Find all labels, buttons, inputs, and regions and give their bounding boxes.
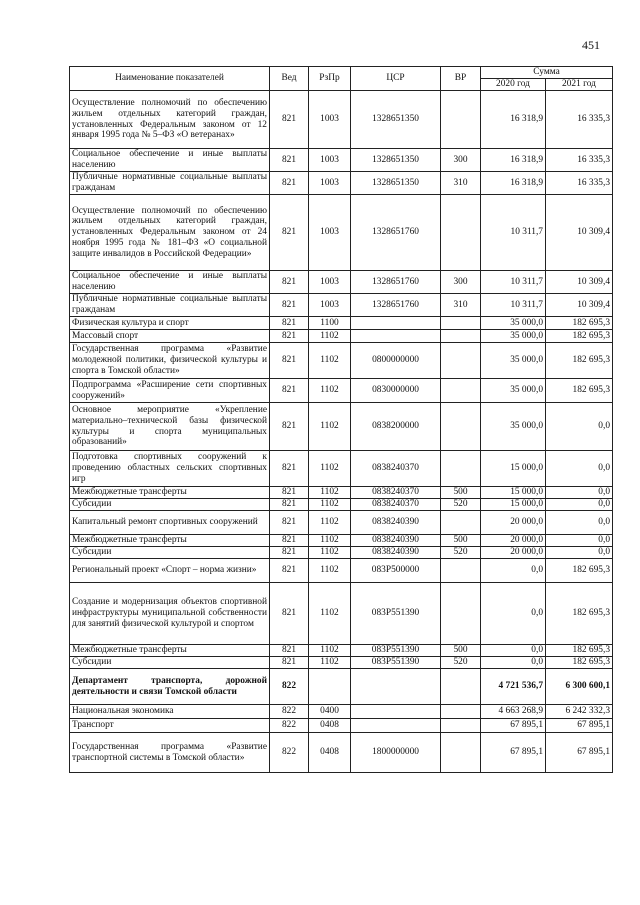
row-ved-cell: 821 [270,403,309,451]
row-ved-cell: 821 [270,149,309,172]
row-2020-cell: 35 000,0 [481,330,546,343]
row-2021-cell: 0,0 [546,499,613,511]
row-vr-cell [441,705,481,719]
row-csr-cell [351,719,441,733]
row-2020-cell: 4 721 536,7 [481,669,546,705]
budget-table [69,66,613,773]
row-ved-cell: 821 [270,547,309,559]
header-2020: 2020 год [481,79,546,91]
row-vr-cell [441,719,481,733]
row-2021-cell: 182 695,3 [546,330,613,343]
row-2021-cell: 182 695,3 [546,379,613,403]
table-row [70,403,613,451]
header-2021: 2021 год [546,79,613,91]
row-2021-cell: 0,0 [546,535,613,547]
table-row [70,91,613,149]
row-rzpr-cell: 1102 [309,403,351,451]
row-vr-cell [441,559,481,583]
row-rzpr-cell: 1100 [309,317,351,330]
row-2021-cell: 0,0 [546,547,613,559]
row-csr-cell: 0838240390 [351,547,441,559]
row-vr-cell [441,669,481,705]
row-ved-cell: 821 [270,317,309,330]
table-row [70,511,613,535]
row-rzpr-cell [309,669,351,705]
row-name-cell: Субсидии [70,547,270,559]
table-row [70,657,613,669]
table-row [70,487,613,499]
row-ved-cell: 821 [270,451,309,487]
row-rzpr-cell: 1102 [309,583,351,645]
row-rzpr-cell: 1102 [309,657,351,669]
row-vr-cell: 500 [441,487,481,499]
row-rzpr-cell: 1102 [309,645,351,657]
row-2021-cell: 6 242 332,3 [546,705,613,719]
row-csr-cell [351,317,441,330]
row-2020-cell: 15 000,0 [481,499,546,511]
page-number: 451 [582,38,600,52]
row-ved-cell: 822 [270,669,309,705]
header-vr: ВР [441,67,481,91]
row-csr-cell: 1328651350 [351,149,441,172]
row-name-cell: Социальное обеспечение и иные выплаты населению [70,271,270,294]
row-csr-cell: 0800000000 [351,343,441,379]
row-csr-cell [351,705,441,719]
row-2020-cell: 15 000,0 [481,487,546,499]
row-rzpr-cell: 1102 [309,499,351,511]
row-2020-cell: 35 000,0 [481,343,546,379]
row-csr-cell: 1328651760 [351,294,441,317]
row-rzpr-cell: 1102 [309,559,351,583]
row-2021-cell: 182 695,3 [546,583,613,645]
row-2021-cell: 0,0 [546,403,613,451]
row-name-cell: Осуществление полномочий по обеспечению жильем отдельных категорий граждан, установленных Федеральным законом от 12 января 1995 года № 5–ФЗ «О ветеранах» [70,91,270,149]
row-2021-cell: 10 309,4 [546,271,613,294]
row-rzpr-cell: 1003 [309,195,351,271]
header-ved: Вед [270,67,309,91]
row-2021-cell: 16 335,3 [546,91,613,149]
row-name-cell: Региональный проект «Спорт – норма жизни» [70,559,270,583]
row-rzpr-cell: 1003 [309,149,351,172]
row-2021-cell: 0,0 [546,511,613,535]
row-vr-cell: 310 [441,172,481,195]
row-name-cell: Физическая культура и спорт [70,317,270,330]
row-rzpr-cell: 1003 [309,271,351,294]
row-vr-cell [441,511,481,535]
row-csr-cell: 1328651350 [351,172,441,195]
row-2020-cell: 16 318,9 [481,91,546,149]
row-csr-cell: 0838240390 [351,535,441,547]
row-2020-cell: 35 000,0 [481,379,546,403]
table-row [70,379,613,403]
row-csr-cell: 0830000000 [351,379,441,403]
row-ved-cell: 821 [270,172,309,195]
row-vr-cell: 300 [441,149,481,172]
row-vr-cell [441,403,481,451]
header-rzpr: РзПр [309,67,351,91]
row-2020-cell: 67 895,1 [481,733,546,773]
row-2021-cell: 16 335,3 [546,172,613,195]
row-name-cell: Создание и модернизация объектов спортивной инфраструктуры муниципальной собственности для занятий физической культурой и спортом [70,583,270,645]
row-2020-cell: 35 000,0 [481,317,546,330]
row-rzpr-cell: 1102 [309,511,351,535]
row-name-cell: Капитальный ремонт спортивных сооружений [70,511,270,535]
row-2021-cell: 10 309,4 [546,195,613,271]
table-row [70,733,613,773]
row-2020-cell: 67 895,1 [481,719,546,733]
row-ved-cell: 821 [270,330,309,343]
header-name: Наименование показателей [70,67,270,91]
row-2021-cell: 0,0 [546,487,613,499]
row-vr-cell: 520 [441,657,481,669]
table-row [70,559,613,583]
table-row [70,583,613,645]
row-2020-cell: 0,0 [481,559,546,583]
row-2020-cell: 10 311,7 [481,195,546,271]
row-2021-cell: 182 695,3 [546,343,613,379]
row-rzpr-cell: 1003 [309,91,351,149]
table-row [70,705,613,719]
row-csr-cell [351,330,441,343]
row-vr-cell [441,379,481,403]
row-name-cell: Межбюджетные трансферты [70,645,270,657]
row-rzpr-cell: 1102 [309,330,351,343]
row-name-cell: Межбюджетные трансферты [70,535,270,547]
row-2021-cell: 6 300 600,1 [546,669,613,705]
row-2020-cell: 20 000,0 [481,547,546,559]
row-vr-cell: 500 [441,535,481,547]
row-vr-cell: 300 [441,271,481,294]
row-name-cell: Транспорт [70,719,270,733]
row-name-cell: Основное мероприятие «Укрепление материально–технической базы физической культуры и спорта муниципальных образований» [70,403,270,451]
row-2021-cell: 182 695,3 [546,317,613,330]
row-csr-cell: 083P551390 [351,645,441,657]
row-name-cell: Социальное обеспечение и иные выплаты населению [70,149,270,172]
row-csr-cell: 1328651350 [351,91,441,149]
table-row [70,330,613,343]
row-2020-cell: 10 311,7 [481,271,546,294]
table-row [70,294,613,317]
row-vr-cell: 520 [441,499,481,511]
row-ved-cell: 822 [270,719,309,733]
row-csr-cell: 083P500000 [351,559,441,583]
row-rzpr-cell: 1003 [309,172,351,195]
row-rzpr-cell: 1102 [309,487,351,499]
row-2021-cell: 182 695,3 [546,657,613,669]
row-vr-cell: 520 [441,547,481,559]
row-vr-cell [441,91,481,149]
row-name-cell: Осуществление полномочий по обеспечению жильем отдельных категорий граждан, установленных Федеральным законом от 24 ноября 1995 года № 181–ФЗ «О социальной защите инвалидов в Российской Федерации» [70,195,270,271]
row-rzpr-cell: 1102 [309,451,351,487]
row-2021-cell: 16 335,3 [546,149,613,172]
row-name-cell: Субсидии [70,657,270,669]
row-name-cell: Подготовка спортивных сооружений к проведению областных сельских спортивных игр [70,451,270,487]
header-csr: ЦСР [351,67,441,91]
row-ved-cell: 822 [270,733,309,773]
table-row [70,172,613,195]
row-csr-cell: 0838240370 [351,499,441,511]
row-rzpr-cell: 1102 [309,547,351,559]
row-2021-cell: 67 895,1 [546,733,613,773]
row-csr-cell: 0838240370 [351,451,441,487]
table-row [70,195,613,271]
row-csr-cell: 1328651760 [351,271,441,294]
row-2020-cell: 20 000,0 [481,511,546,535]
row-rzpr-cell: 1102 [309,343,351,379]
table-row [70,499,613,511]
row-csr-cell: 0838200000 [351,403,441,451]
table-row [70,343,613,379]
table-row [70,719,613,733]
row-ved-cell: 821 [270,535,309,547]
row-2021-cell: 10 309,4 [546,294,613,317]
row-ved-cell: 821 [270,499,309,511]
row-ved-cell: 821 [270,559,309,583]
row-ved-cell: 821 [270,511,309,535]
row-rzpr-cell: 1102 [309,535,351,547]
row-vr-cell: 500 [441,645,481,657]
row-rzpr-cell: 0408 [309,733,351,773]
row-name-cell: Государственная программа «Развитие молодежной политики, физической культуры и спорта в Томской области» [70,343,270,379]
row-2020-cell: 16 318,9 [481,149,546,172]
row-csr-cell: 1800000000 [351,733,441,773]
row-name-cell: Подпрограмма «Расширение сети спортивных сооружений» [70,379,270,403]
table-row [70,547,613,559]
table-row [70,317,613,330]
row-vr-cell: 310 [441,294,481,317]
row-ved-cell: 821 [270,657,309,669]
row-rzpr-cell: 1003 [309,294,351,317]
row-csr-cell: 0838240370 [351,487,441,499]
row-vr-cell [441,583,481,645]
row-ved-cell: 821 [270,583,309,645]
table-row [70,669,613,705]
row-vr-cell [441,733,481,773]
row-2020-cell: 4 663 268,9 [481,705,546,719]
row-ved-cell: 821 [270,294,309,317]
row-ved-cell: 821 [270,91,309,149]
row-ved-cell: 821 [270,379,309,403]
header-sum: Сумма [481,67,613,79]
row-name-cell: Публичные нормативные социальные выплаты гражданам [70,172,270,195]
row-csr-cell [351,669,441,705]
table-row [70,451,613,487]
row-ved-cell: 821 [270,271,309,294]
table-row [70,271,613,294]
row-2021-cell: 0,0 [546,451,613,487]
row-rzpr-cell: 0400 [309,705,351,719]
row-2020-cell: 16 318,9 [481,172,546,195]
row-2021-cell: 182 695,3 [546,645,613,657]
row-2020-cell: 20 000,0 [481,535,546,547]
row-name-cell: Государственная программа «Развитие транспортной системы в Томской области» [70,733,270,773]
row-vr-cell [441,451,481,487]
row-2021-cell: 67 895,1 [546,719,613,733]
table-body [70,91,613,773]
row-csr-cell: 0838240390 [351,511,441,535]
row-vr-cell [441,317,481,330]
row-csr-cell: 083P551390 [351,583,441,645]
row-name-cell: Массовый спорт [70,330,270,343]
row-vr-cell [441,330,481,343]
row-name-cell: Департамент транспорта, дорожной деятельности и связи Томской области [70,669,270,705]
row-2020-cell: 0,0 [481,583,546,645]
table-row [70,149,613,172]
row-2020-cell: 35 000,0 [481,403,546,451]
row-2020-cell: 10 311,7 [481,294,546,317]
row-ved-cell: 821 [270,487,309,499]
row-name-cell: Субсидии [70,499,270,511]
row-ved-cell: 821 [270,645,309,657]
row-rzpr-cell: 0408 [309,719,351,733]
row-rzpr-cell: 1102 [309,379,351,403]
table-row [70,535,613,547]
row-vr-cell [441,343,481,379]
row-ved-cell: 822 [270,705,309,719]
row-name-cell: Национальная экономика [70,705,270,719]
row-2020-cell: 0,0 [481,657,546,669]
row-ved-cell: 821 [270,343,309,379]
row-csr-cell: 083P551390 [351,657,441,669]
row-csr-cell: 1328651760 [351,195,441,271]
table-row [70,645,613,657]
row-2020-cell: 15 000,0 [481,451,546,487]
row-vr-cell [441,195,481,271]
row-name-cell: Межбюджетные трансферты [70,487,270,499]
row-name-cell: Публичные нормативные социальные выплаты гражданам [70,294,270,317]
row-2020-cell: 0,0 [481,645,546,657]
row-2021-cell: 182 695,3 [546,559,613,583]
row-ved-cell: 821 [270,195,309,271]
